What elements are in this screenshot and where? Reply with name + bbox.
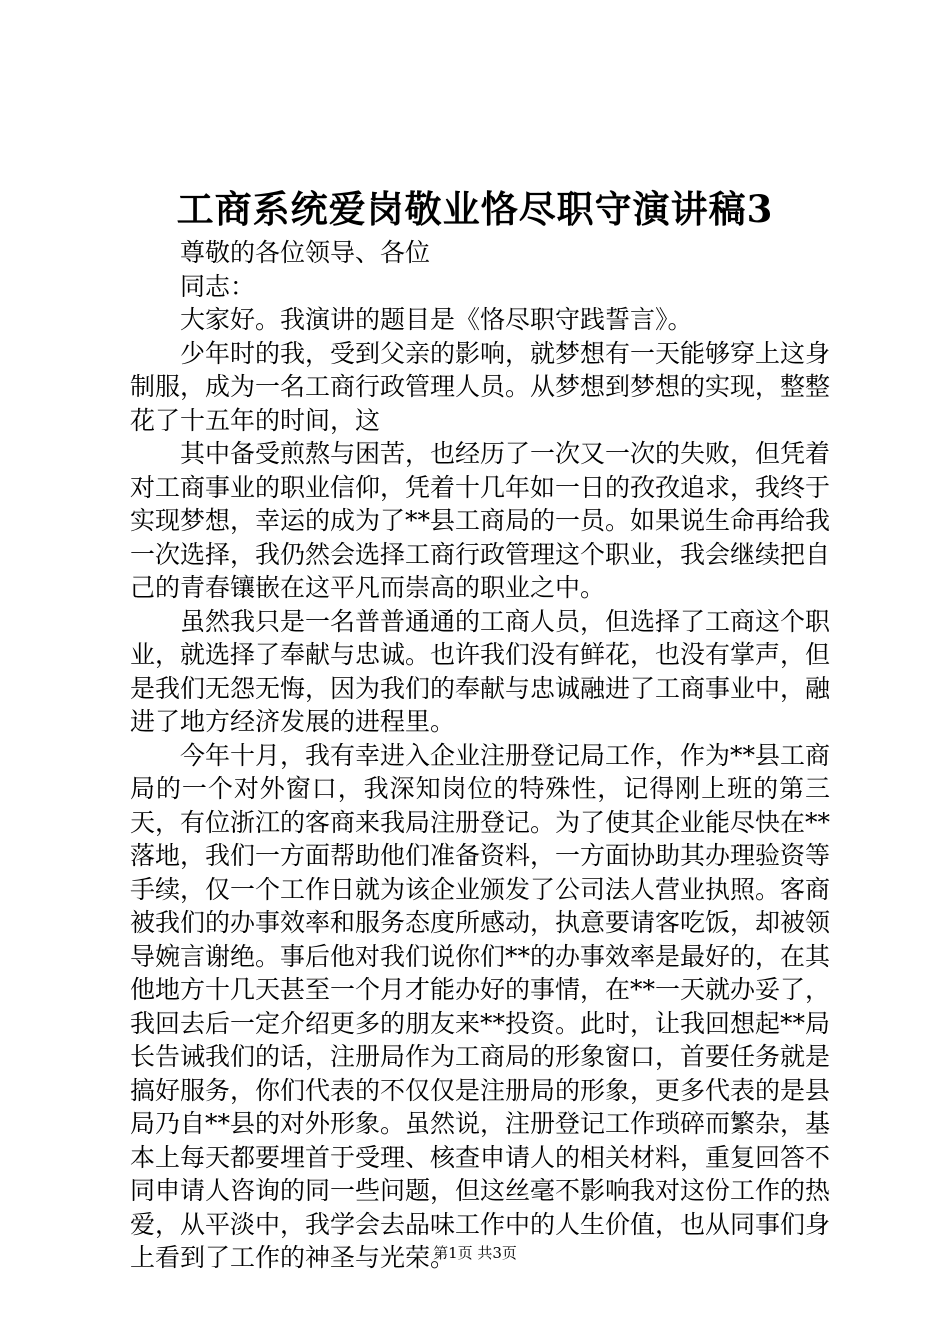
document-body [130,236,830,1275]
page-number-footer: 第1页 共3页 [433,1244,517,1262]
body-paragraph: 其中备受煎熬与困苦，也经历了一次又一次的失败，但凭着对工商事业的职业信仰，凭着十几年如一日的孜孜追求，我终于实现梦想，幸运的成为了**县工商局的一员。如果说生命再给我一次选择，我仍然会选择工商行政管理这个职业，我会继续把自己的青春镶嵌在这平凡而崇高的职业之中。 [130,439,831,602]
salutation-line-2: 同志： [180,271,256,301]
body-paragraph: 少年时的我，受到父亲的影响，就梦想有一天能够穿上这身制服，成为一名工商行政管理人员。从梦想到梦想的实现，整整花了十五年的时间，这 [130,338,831,435]
body-paragraph: 今年十月，我有幸进入企业注册登记局工作，作为**县工商局的一个对外窗口，我深知岗位的特殊性，记得刚上班的第三天，有位浙江的客商来我局注册登记。为了使其企业能尽快在**落地，我们一方面帮助他们准备资料，一方面协助其办理验资等手续，仅一个工作日就为该企业颁发了公司法人营业执照。客商被我们的办事效率和服务态度所感动，执意要请客吃饭，却被领导婉言谢绝。事后他对我们说你们**的办事效率是最好的，在其他地方十几天甚至一个月才能办好的事情，在**一天就办妥了，我回去后一定介绍更多的朋友来**投资。此时，让我回想起**局长告诫我们的话，注册局作为工商局的形象窗口，首要任务就是搞好服务，你们代表的不仅仅是注册局的形象，更多代表的是县局乃自**县的对外形象。虽然说，注册登记工作琐碎而繁杂，基本上每天都要埋首于受理、核查申请人的相关材料，重复回答不同申请人咨询的同一些问题，但这丝毫不影响我对这份工作的热爱，从平淡中，我学会去品味工作中的人生价值，也从同事们身上看到了工作的神圣与光荣。 [130,740,831,1272]
document-title: 工商系统爱岗敬业恪尽职守演讲稿3 [176,187,774,231]
salutation-line-1: 尊敬的各位领导、各位 [180,238,431,267]
body-paragraph: 虽然我只是一名普普通通的工商人员，但选择了工商这个职业，就选择了奉献与忠诚。也许我们没有鲜花，也没有掌声，但是我们无怨无悔，因为我们的奉献与忠诚融进了工商事业中，融进了地方经济发展的进程里。 [130,606,831,736]
greeting-paragraph: 大家好。我演讲的题目是《恪尽职守践誓言》。 [180,305,693,334]
